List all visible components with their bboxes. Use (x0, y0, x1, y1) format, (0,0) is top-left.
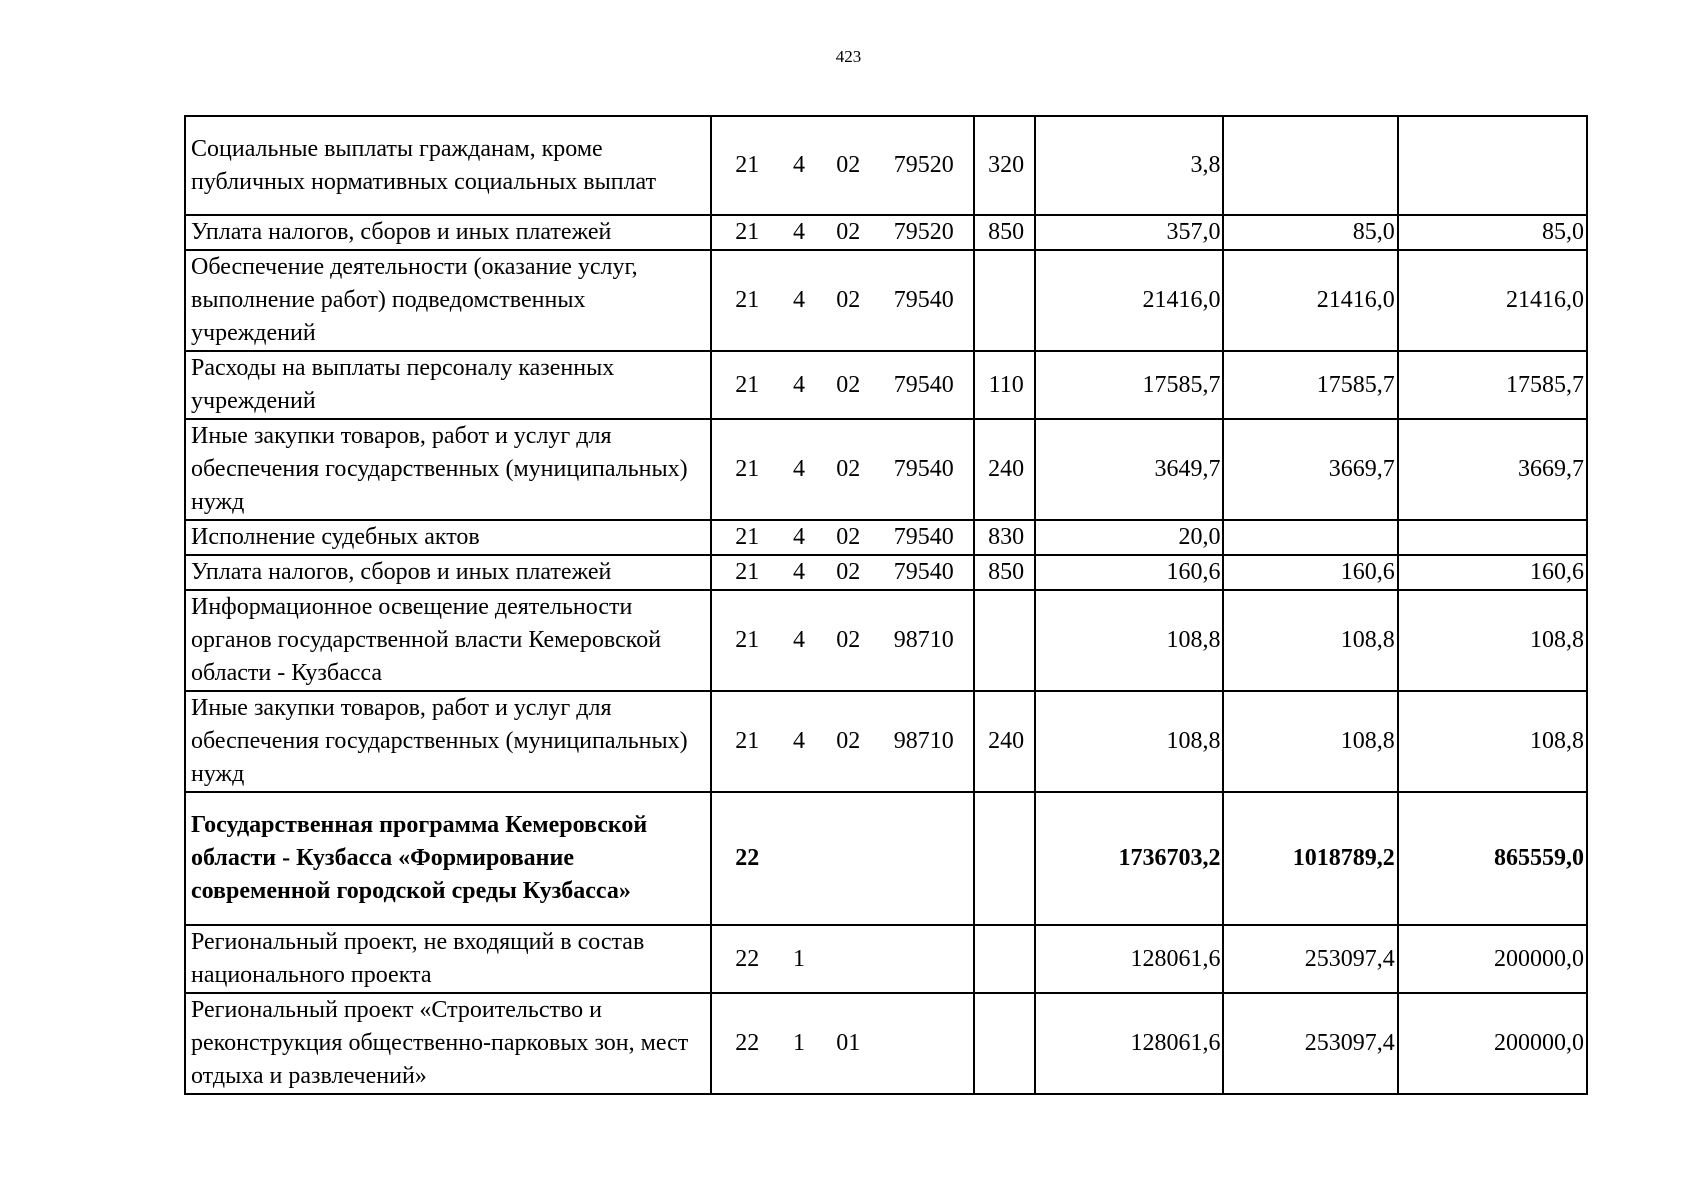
row-name-cell: Исполнение судебных актов (185, 520, 711, 555)
code-direction: 79540 (893, 287, 954, 313)
code-direction: 79540 (893, 456, 954, 482)
code-program: 21 (735, 371, 760, 398)
table-row (185, 250, 1587, 351)
code-direction: 79540 (893, 371, 954, 398)
row-value-3-cell: 3669,7 (1398, 419, 1587, 520)
code-program: 22 (735, 845, 760, 871)
code-event: 02 (836, 559, 861, 585)
row-value-2-cell: 85,0 (1223, 215, 1397, 250)
row-expense-type-cell (974, 250, 1035, 351)
row-name-cell: Уплата налогов, сборов и иных платежей (185, 555, 711, 590)
row-code-cell (711, 419, 974, 520)
table-row (185, 691, 1587, 792)
row-name-cell: Информационное освещение деятельности органов государственной власти Кемеровской области - Кузбасса (185, 590, 711, 691)
row-expense-type-cell (974, 993, 1035, 1094)
code-subprogram: 4 (792, 456, 805, 482)
row-value-3-cell: 108,8 (1398, 590, 1587, 691)
row-value-1-cell: 1736703,2 (1035, 792, 1223, 925)
row-code-cell (711, 691, 974, 792)
row-code-cell (711, 250, 974, 351)
row-name-cell: Иные закупки товаров, работ и услуг для обеспечения государственных (муниципальных) нужд (185, 419, 711, 520)
code-subprogram: 4 (792, 524, 805, 550)
row-code-cell (711, 351, 974, 419)
row-expense-type-cell: 850 (974, 555, 1035, 590)
code-program: 21 (735, 287, 760, 313)
budget-table (184, 115, 1588, 1095)
code-program: 22 (735, 945, 760, 972)
code-direction: 79540 (893, 524, 954, 550)
row-name-cell: Социальные выплаты гражданам, кроме публичных нормативных социальных выплат (185, 116, 711, 215)
row-value-1-cell: 128061,6 (1035, 993, 1223, 1094)
row-value-2-cell: 108,8 (1223, 590, 1397, 691)
row-value-3-cell: 108,8 (1398, 691, 1587, 792)
row-value-1-cell: 17585,7 (1035, 351, 1223, 419)
table-row (185, 116, 1587, 215)
row-name-cell: Региональный проект «Строительство и реконструкция общественно-парковых зон, мест отдыха и развлечений» (185, 993, 711, 1094)
table-row (185, 419, 1587, 520)
code-program: 21 (735, 152, 760, 178)
row-value-2-cell: 3669,7 (1223, 419, 1397, 520)
row-value-2-cell: 160,6 (1223, 555, 1397, 590)
code-event: 01 (836, 1030, 861, 1056)
row-code-cell (711, 590, 974, 691)
code-program: 21 (735, 728, 760, 754)
row-value-1-cell: 357,0 (1035, 215, 1223, 250)
row-value-2-cell: 21416,0 (1223, 250, 1397, 351)
row-value-3-cell (1398, 116, 1587, 215)
row-value-1-cell: 108,8 (1035, 691, 1223, 792)
row-value-1-cell: 20,0 (1035, 520, 1223, 555)
code-program: 22 (735, 1030, 760, 1056)
row-value-1-cell: 128061,6 (1035, 925, 1223, 993)
code-event: 02 (836, 152, 861, 178)
row-value-3-cell (1398, 520, 1587, 555)
code-direction: 79540 (893, 559, 954, 585)
code-event: 02 (836, 627, 861, 653)
code-direction: 98710 (893, 627, 954, 653)
row-value-2-cell: 17585,7 (1223, 351, 1397, 419)
code-program: 21 (735, 219, 760, 245)
code-program: 21 (735, 456, 760, 482)
row-name-cell: Обеспечение деятельности (оказание услуг, выполнение работ) подведомственных учреждений (185, 250, 711, 351)
table-row (185, 351, 1587, 419)
row-value-2-cell: 253097,4 (1223, 993, 1397, 1094)
code-program: 21 (735, 627, 760, 653)
page-number: 423 (835, 47, 862, 66)
row-code-cell (711, 993, 974, 1094)
row-value-3-cell: 21416,0 (1398, 250, 1587, 351)
code-subprogram: 4 (792, 219, 805, 245)
table-row (185, 925, 1587, 993)
row-value-1-cell: 3,8 (1035, 116, 1223, 215)
table-row (185, 993, 1587, 1094)
row-code-cell (711, 215, 974, 250)
code-program: 21 (735, 524, 760, 550)
row-expense-type-cell: 240 (974, 691, 1035, 792)
row-code-cell (711, 555, 974, 590)
table-row (185, 215, 1587, 250)
row-value-3-cell: 865559,0 (1398, 792, 1587, 925)
row-value-2-cell: 1018789,2 (1223, 792, 1397, 925)
table-row (185, 792, 1587, 925)
code-subprogram: 4 (792, 627, 805, 653)
code-program: 21 (735, 559, 760, 585)
code-direction: 79520 (893, 219, 954, 245)
row-expense-type-cell: 850 (974, 215, 1035, 250)
row-expense-type-cell: 320 (974, 116, 1035, 215)
row-expense-type-cell (974, 590, 1035, 691)
row-expense-type-cell (974, 792, 1035, 925)
code-subprogram: 4 (792, 287, 805, 313)
code-subprogram: 4 (792, 152, 805, 178)
row-code-cell (711, 520, 974, 555)
table-row (185, 590, 1587, 691)
row-name-cell: Региональный проект, не входящий в состав национального проекта (185, 925, 711, 993)
row-value-3-cell: 200000,0 (1398, 925, 1587, 993)
code-event: 02 (836, 219, 861, 245)
row-code-cell (711, 116, 974, 215)
row-value-1-cell: 108,8 (1035, 590, 1223, 691)
code-subprogram: 4 (792, 371, 805, 398)
row-expense-type-cell: 240 (974, 419, 1035, 520)
budget-table-body (185, 116, 1587, 1094)
row-value-3-cell: 160,6 (1398, 555, 1587, 590)
row-expense-type-cell: 110 (974, 351, 1035, 419)
code-subprogram: 4 (792, 559, 805, 585)
row-value-2-cell: 108,8 (1223, 691, 1397, 792)
code-subprogram: 4 (792, 728, 805, 754)
code-direction: 98710 (893, 728, 954, 754)
row-value-2-cell (1223, 116, 1397, 215)
row-value-2-cell: 253097,4 (1223, 925, 1397, 993)
row-code-cell (711, 792, 974, 925)
row-name-cell: Государственная программа Кемеровской области - Кузбасса «Формирование современной городской среды Кузбасса» (185, 792, 711, 925)
row-value-1-cell: 160,6 (1035, 555, 1223, 590)
row-name-cell: Расходы на выплаты персоналу казенных учреждений (185, 351, 711, 419)
row-expense-type-cell: 830 (974, 520, 1035, 555)
row-expense-type-cell (974, 925, 1035, 993)
code-subprogram: 1 (792, 945, 805, 972)
row-name-cell: Иные закупки товаров, работ и услуг для обеспечения государственных (муниципальных) нужд (185, 691, 711, 792)
row-value-1-cell: 21416,0 (1035, 250, 1223, 351)
row-name-cell: Уплата налогов, сборов и иных платежей (185, 215, 711, 250)
table-row (185, 520, 1587, 555)
code-event: 02 (836, 371, 861, 398)
code-event: 02 (836, 524, 861, 550)
code-event: 02 (836, 287, 861, 313)
code-event: 02 (836, 456, 861, 482)
table-row (185, 555, 1587, 590)
row-code-cell (711, 925, 974, 993)
row-value-3-cell: 200000,0 (1398, 993, 1587, 1094)
row-value-3-cell: 17585,7 (1398, 351, 1587, 419)
code-direction: 79520 (893, 152, 954, 178)
code-subprogram: 1 (792, 1030, 805, 1056)
row-value-3-cell: 85,0 (1398, 215, 1587, 250)
code-event: 02 (836, 728, 861, 754)
row-value-1-cell: 3649,7 (1035, 419, 1223, 520)
row-value-2-cell (1223, 520, 1397, 555)
